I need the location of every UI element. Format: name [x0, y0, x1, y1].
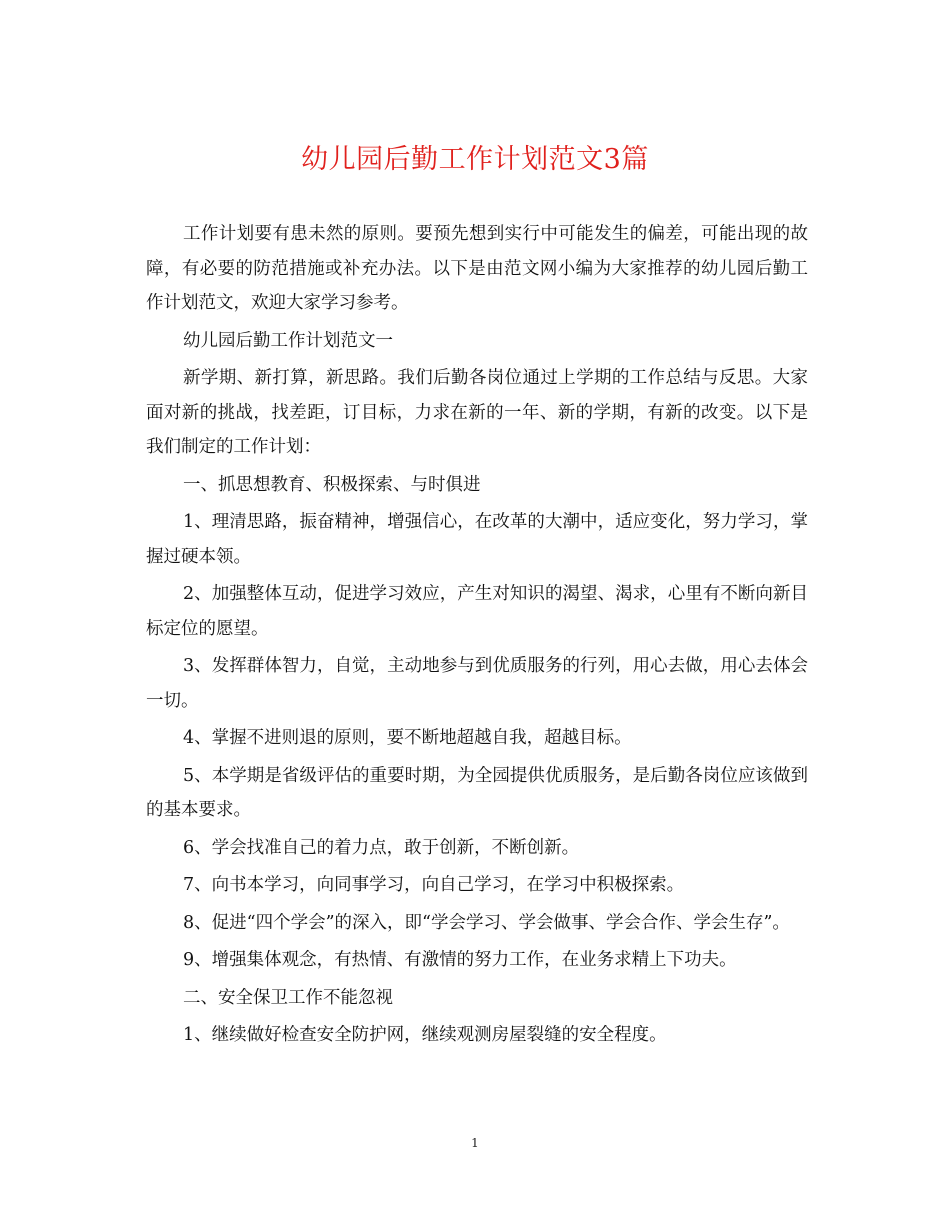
document-title: 幼儿园后勤工作计划范文3篇 — [301, 144, 649, 175]
paragraph-new-semester: 新学期、新打算，新思路。我们后勤各岗位通过上学期的工作总结与反思。大家面对新的挑战，找差距，订目标，力求在新的一年、新的学期，有新的改变。以下是我们制定的工作计划： — [146, 368, 808, 457]
section-heading-ideological-education: 一、抓思想教育、积极探索、与时俱进 — [183, 474, 481, 495]
list-item-5: 5、本学期是省级评估的重要时期，为全园提供优质服务，是后勤各岗位应该做到的基本要求。 — [146, 765, 808, 820]
list-item-7: 7、向书本学习，向同事学习，向自己学习，在学习中积极探索。 — [183, 875, 685, 895]
document-body — [146, 217, 808, 1056]
list-item-8: 8、促进“四个学会”的深入，即“学会学习、学会做事、学会合作、学会生存”。 — [183, 912, 790, 933]
section-heading-sample-one: 幼儿园后勤工作计划范文一 — [183, 330, 393, 351]
section-heading-safety: 二、安全保卫工作不能忽视 — [183, 987, 393, 1008]
page-number: 1 — [471, 1136, 479, 1150]
list-item-3: 3、发挥群体智力，自觉，主动地参与到优质服务的行列，用心去做，用心去体会一切。 — [146, 656, 808, 711]
safety-item-1: 1、继续做好检查安全防护网，继续观测房屋裂缝的安全程度。 — [183, 1025, 667, 1045]
list-item-4: 4、掌握不进则退的原则，要不断地超越自我，超越目标。 — [183, 728, 632, 748]
list-item-1: 1、理清思路，振奋精神，增强信心，在改革的大潮中，适应变化，努力学习，掌握过硬本领。 — [146, 512, 808, 567]
list-item-9: 9、增强集体观念，有热情、有激情的努力工作，在业务求精上下功夫。 — [183, 950, 737, 970]
list-item-2: 2、加强整体互动，促进学习效应，产生对知识的渴望、渴求，心里有不断向新目标定位的愿望。 — [146, 584, 808, 639]
list-item-6: 6、学会找准自己的着力点，敢于创新，不断创新。 — [183, 837, 580, 858]
paragraph-intro: 工作计划要有患未然的原则。要预先想到实行中可能发生的偏差，可能出现的故障，有必要的防范措施或补充办法。以下是由范文网小编为大家推荐的幼儿园后勤工作计划范文，欢迎大家学习参考。 — [146, 224, 808, 313]
